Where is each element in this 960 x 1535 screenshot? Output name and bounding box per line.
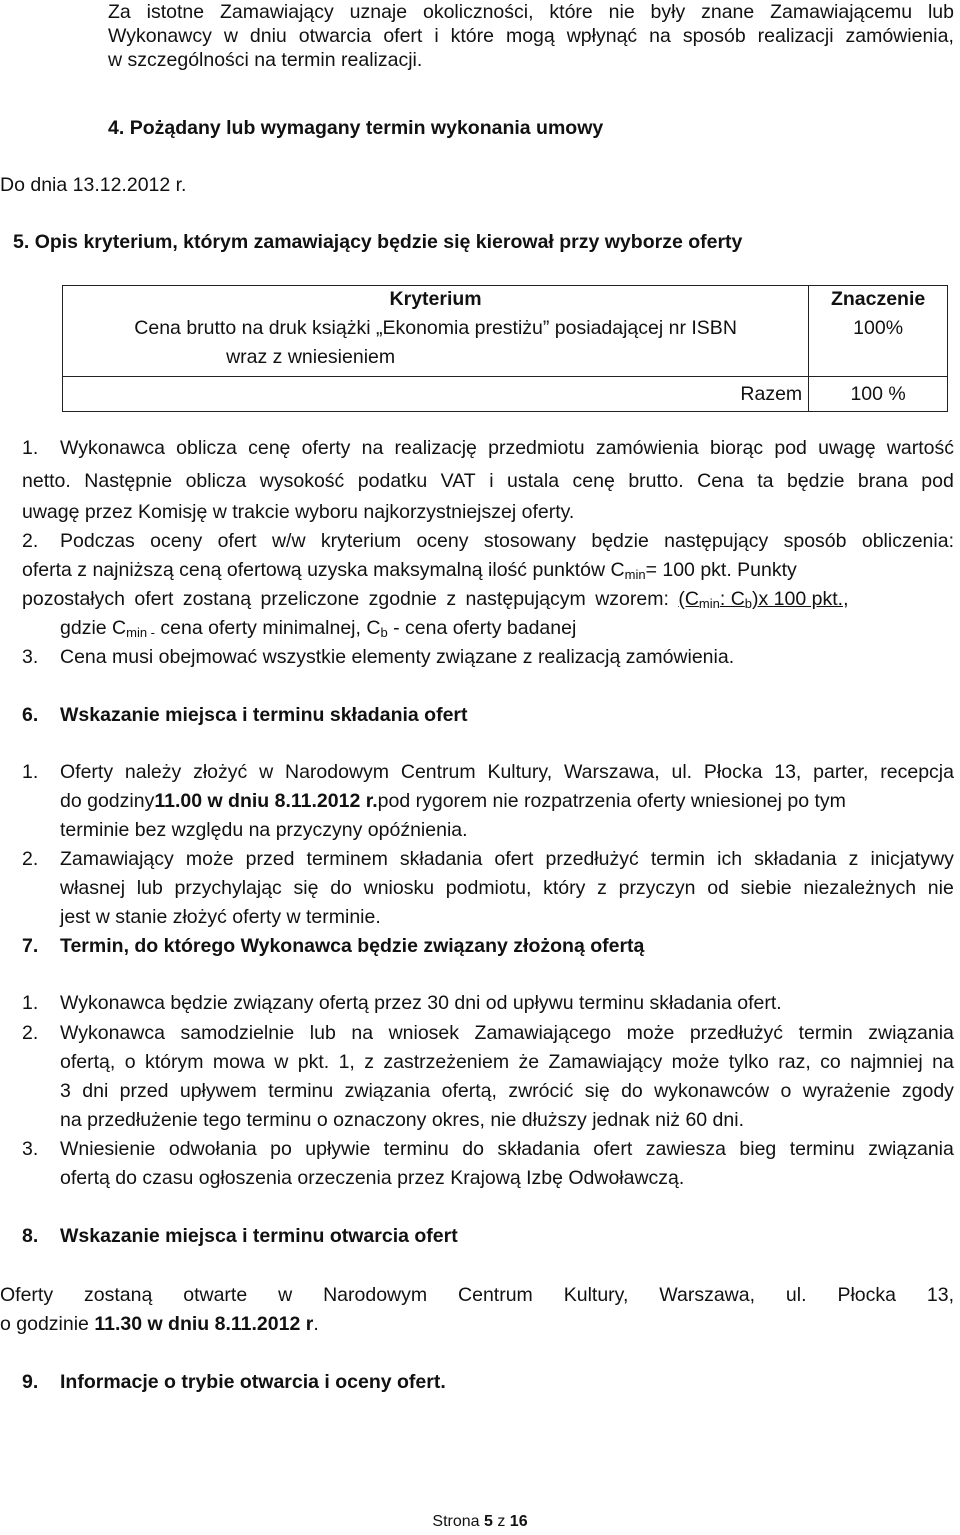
section-6-number: 6. [22, 704, 39, 726]
word: podmiotu, [445, 877, 532, 899]
word: Zamawiającego [474, 1022, 612, 1044]
word: nie [608, 1, 635, 23]
word: w [278, 1284, 293, 1306]
s5-p2-line-4 [60, 616, 576, 645]
word: realizacji [757, 25, 834, 47]
word: Następnie [84, 470, 173, 492]
word: otwarcia [298, 25, 372, 47]
s6-p1-line-2 [60, 789, 954, 813]
word: upływie [305, 1138, 371, 1160]
word: zwrócić [508, 1080, 574, 1102]
word: po [270, 1138, 292, 1160]
word: Płocka [703, 761, 763, 783]
word: przed [245, 848, 295, 870]
word: Zamawiający [60, 848, 174, 870]
word: mogą [505, 25, 555, 47]
word: i [434, 25, 439, 47]
text-span: cena oferty minimalnej, C [155, 617, 381, 639]
s7-p1-text: Wykonawca będzie związany ofertą przez 30 dni od upływu terminu składania ofert. [60, 992, 782, 1014]
word: Narodowym [323, 1284, 428, 1306]
word: netto. [22, 470, 71, 492]
word: Wykonawcy [108, 25, 212, 47]
section-8-number: 8. [22, 1225, 39, 1247]
s7-p3-line-1 [60, 1137, 954, 1161]
word: ofert [593, 1138, 633, 1160]
word: oceny [150, 530, 203, 552]
word: oceny [416, 530, 469, 552]
word: przyczyn [618, 877, 696, 899]
text-span: gdzie C [60, 617, 127, 639]
word: oferty [301, 437, 351, 459]
word: Wniesienie [60, 1138, 156, 1160]
word: terminem [306, 848, 388, 870]
intro-line-3: w szczególności na termin realizacji. [108, 49, 423, 71]
s5-p1-line-2 [22, 469, 954, 493]
text-span: pod rygorem nie rozpatrzenia oferty wniesionej po tym [377, 790, 846, 812]
word: wartość [886, 437, 954, 459]
s5-p2-line-2 [22, 558, 954, 587]
s7-p2-line-4: na przedłużenie tego terminu o oznaczony okres, nie dłuższy jednak niż 60 dni. [60, 1109, 744, 1131]
word: Zamawiający [219, 1, 334, 23]
word: że [518, 1051, 540, 1073]
text-span: , [843, 588, 849, 610]
word: się [584, 1080, 610, 1102]
word: ofert [494, 848, 534, 870]
text-span: do godziny [60, 790, 155, 812]
word: sposób [682, 25, 746, 47]
s5-p1-line-3: uwagę przez Komisję w trakcie wyboru najkorzystniejszej oferty. [22, 501, 575, 523]
word: które [450, 25, 494, 47]
word: raz, [778, 1051, 811, 1073]
word: wpłynąć [566, 25, 638, 47]
s6-p2-line-1 [60, 847, 954, 871]
section-8-title: Wskazanie miejsca i terminu otwarcia ofert [60, 1225, 458, 1247]
word: inicjatywy [870, 848, 954, 870]
word: wyrażenie [802, 1080, 891, 1102]
subscript-min: min [624, 567, 646, 582]
section-9-number: 9. [22, 1371, 39, 1393]
word: Zamawiającemu [770, 1, 913, 23]
section-5-heading [13, 230, 742, 254]
word: na [932, 1051, 954, 1073]
word: terminu [383, 1138, 449, 1160]
word: Centrum [458, 1284, 533, 1306]
word: z [597, 877, 607, 899]
s7-p3-line-2: ofertą do czasu ogłoszenia orzeczenia przez Krajową Izbę Odwoławczą. [60, 1167, 685, 1189]
word: cenę [248, 437, 291, 459]
word: ul. [671, 761, 693, 783]
word: obliczenia: [861, 530, 954, 552]
word: zgody [901, 1080, 954, 1102]
opening-time-bold: 11.30 w dniu 8.11.2012 r [94, 1313, 314, 1335]
word: związania [868, 1138, 954, 1160]
word: Warszawa, [563, 761, 660, 783]
word: 13, [926, 1284, 954, 1306]
word: istotne [146, 1, 205, 23]
word: nie [927, 877, 954, 899]
word: odwołania [168, 1138, 257, 1160]
word: ustala [507, 470, 560, 492]
section-4-number: 4. [108, 117, 125, 139]
item-number: 3. [22, 646, 39, 668]
word: pod [774, 437, 807, 459]
section-7-title: Termin, do którego Wykonawca będzie związany złożoną ofertą [60, 935, 645, 957]
criteria-table [62, 285, 948, 412]
s8-line-2 [0, 1312, 319, 1336]
word: samodzielnie [180, 1022, 295, 1044]
word: składania [754, 848, 837, 870]
footer-prefix: Strona [432, 1513, 484, 1530]
subscript-b: b [380, 625, 388, 640]
word: z [364, 1051, 374, 1073]
word: okoliczności, [422, 1, 534, 23]
word: parter, [813, 761, 869, 783]
word: przed [119, 1080, 169, 1102]
intro-paragraph [108, 0, 954, 72]
word: ta [757, 470, 774, 492]
s6-p2-line-2 [60, 876, 954, 900]
word: termin [650, 848, 706, 870]
word: otwarte [183, 1284, 248, 1306]
item-number: 2. [22, 1022, 39, 1044]
word: zamówienia [595, 437, 699, 459]
text-span: o godzinie [0, 1313, 95, 1335]
word: Warszawa, [659, 1284, 756, 1306]
word: i [489, 470, 494, 492]
formula-part: (C [678, 588, 699, 610]
word: 1, [338, 1051, 355, 1073]
s8-line-1 [0, 1283, 954, 1307]
word: do [462, 1138, 484, 1160]
formula [678, 588, 843, 610]
word: na [361, 437, 384, 459]
word: zawiesza [645, 1138, 726, 1160]
word: wniosku [363, 877, 435, 899]
word: w/w [271, 530, 306, 552]
word: Oferty [60, 761, 114, 783]
word: podatku [357, 470, 428, 492]
word: dniu [249, 25, 287, 47]
word: lub [136, 877, 163, 899]
criteria-row [63, 314, 948, 377]
word: przedmiotu [488, 437, 585, 459]
word: znane [701, 1, 755, 23]
word: Zamawiający [548, 1051, 663, 1073]
section-5-title: Opis kryterium, którym zamawiający będzie się kierował przy wyborze oferty [34, 231, 743, 253]
word: przedłużyć [545, 848, 639, 870]
word: Podczas [60, 530, 135, 552]
formula-part: : C [719, 588, 745, 610]
word: 13, [774, 761, 802, 783]
word: związania [868, 1022, 954, 1044]
subscript-min: min [698, 596, 720, 611]
s7-p2-line-2 [60, 1050, 954, 1074]
section-4-text: Do dnia 13.12.2012 r. [0, 174, 187, 196]
word: w [274, 1051, 289, 1073]
item-number: 1. [22, 761, 39, 783]
s6-p1-line-3: terminie bez względu na przyczyny opóźnienia. [60, 819, 468, 841]
word: brutto. [628, 470, 684, 492]
word: które [549, 1, 593, 23]
word: terminu [268, 1080, 334, 1102]
item-number: 1. [22, 437, 39, 459]
word: może [671, 1051, 720, 1073]
section-4-heading [108, 116, 603, 140]
word: z [848, 848, 859, 870]
s5-p1-line-1 [60, 436, 954, 460]
word: o [124, 1051, 136, 1073]
s5-p2-line-1 [60, 529, 954, 553]
word: kryterium [320, 530, 402, 552]
total-value: 100 % [809, 377, 948, 412]
s7-p2-line-3 [60, 1079, 954, 1103]
word: należy [124, 761, 182, 783]
word: następujący [664, 530, 769, 552]
deadline-bold: 11.00 w dniu 8.11.2012 r. [154, 790, 378, 812]
word: może [185, 848, 234, 870]
criteria-text-line-2: wraz z wniesieniem [226, 346, 396, 368]
word: Wykonawca [60, 1022, 165, 1044]
word: zostaną [84, 1284, 153, 1306]
word: przedłużyć [689, 1022, 784, 1044]
word: związania [344, 1080, 431, 1102]
word: termin [798, 1022, 853, 1044]
word: ofertą, [60, 1051, 116, 1073]
word: Kultury, [563, 1284, 629, 1306]
subscript-min: min - [126, 625, 156, 640]
word: Narodowym [285, 761, 390, 783]
word: będzie [786, 470, 845, 492]
word: Za [108, 1, 131, 23]
subscript-b: b [744, 596, 753, 611]
word: mowa [212, 1051, 265, 1073]
word: który [543, 877, 586, 899]
word: bieg [739, 1138, 777, 1160]
intro-line-2 [108, 24, 954, 48]
s7-p2-line-1 [60, 1021, 954, 1045]
total-row [63, 377, 948, 412]
word: wniosek [388, 1022, 460, 1044]
word: brana [857, 470, 908, 492]
text-span: oferta z najniższą ceną ofertową uzyska maksymalną ilość punktów C [22, 559, 625, 581]
word: zastrzeżeniem [383, 1051, 510, 1073]
word: najmniej [850, 1051, 923, 1073]
word: Cena [697, 470, 744, 492]
criteria-text-line-1: Cena brutto na druk książki „Ekonomia prestiżu” posiadającej nr ISBN [134, 317, 737, 339]
criteria-table-header-row [63, 286, 948, 315]
total-label: Razem [63, 377, 809, 412]
text-span: - cena oferty badanej [387, 617, 577, 639]
word: stosowany [483, 530, 576, 552]
word: Kultury, [487, 761, 553, 783]
section-4-title: Pożądany lub wymagany termin wykonania umowy [129, 117, 604, 139]
s5-p3-text: Cena musi obejmować wszystkie elementy związane z realizacją zamówienia. [60, 646, 735, 668]
word: ofert [383, 25, 423, 47]
word: dni [82, 1080, 109, 1102]
word: ul. [785, 1284, 807, 1306]
word: niezależnych [803, 877, 917, 899]
word: cenę [572, 470, 615, 492]
word: upływem [179, 1080, 257, 1102]
word: składania [399, 848, 483, 870]
word: którym [144, 1051, 204, 1073]
criteria-header: Kryterium [63, 286, 809, 315]
word: realizację [394, 437, 477, 459]
word: recepcja [880, 761, 954, 783]
weight-header: Znaczenie [809, 286, 948, 315]
word: wysokość [259, 470, 345, 492]
page-total: 16 [509, 1513, 528, 1530]
page-footer [0, 1513, 960, 1531]
word: tylko [728, 1051, 769, 1073]
word: o [780, 1080, 792, 1102]
word: siebie [740, 877, 792, 899]
word: będzie [591, 530, 649, 552]
word: Płocka [837, 1284, 896, 1306]
word: od [707, 877, 729, 899]
word: 3 [60, 1080, 71, 1102]
word: ofert [217, 530, 257, 552]
item-number: 1. [22, 992, 39, 1014]
word: ich [717, 848, 743, 870]
text-span: = 100 pkt. Punkty [645, 559, 797, 581]
word: pod [921, 470, 954, 492]
intro-line-1 [108, 0, 954, 24]
weight-cell: 100% [809, 314, 948, 377]
word: pkt. [297, 1051, 330, 1073]
s5-p2-line-3 [22, 587, 954, 616]
word: składania [497, 1138, 580, 1160]
word: co [820, 1051, 841, 1073]
word: lub [927, 1, 954, 23]
word: biorąc [710, 437, 764, 459]
word: były [650, 1, 686, 23]
item-number: 2. [22, 848, 39, 870]
word: własnej [60, 877, 126, 899]
word: się [293, 877, 319, 899]
s6-p2-line-3: jest w stanie złożyć oferty w terminie. [60, 906, 381, 928]
word: na [351, 1022, 374, 1044]
word: VAT [440, 470, 476, 492]
word: złożyć [193, 761, 248, 783]
section-9-title: Informacje o trybie otwarcia i oceny ofert. [60, 1371, 446, 1393]
section-7-number: 7. [22, 935, 39, 957]
item-number: 2. [22, 530, 39, 552]
s6-p1-line-1 [60, 760, 954, 784]
footer-mid: z [492, 1513, 510, 1530]
word: terminu [789, 1138, 855, 1160]
word: ofertą, [441, 1080, 497, 1102]
criteria-cell [63, 314, 809, 377]
word: Centrum [400, 761, 476, 783]
word: zamówienia, [845, 25, 954, 47]
text-span: pozostałych ofert zostaną przeliczone zgodnie z następującym wzorem: [22, 588, 679, 610]
text-span: . [313, 1313, 319, 1335]
word: sposób [783, 530, 847, 552]
word: do [621, 1080, 643, 1102]
word: uznaje [349, 1, 408, 23]
word: oblicza [176, 437, 237, 459]
word: może [626, 1022, 675, 1044]
section-6-title: Wskazanie miejsca i terminu składania ofert [60, 704, 468, 726]
word: lub [309, 1022, 336, 1044]
item-number: 3. [22, 1138, 39, 1160]
page-number: 5 [484, 1513, 493, 1530]
word: w [223, 25, 238, 47]
word: wykonawców [654, 1080, 770, 1102]
word: przychylając [174, 877, 282, 899]
word: na [649, 25, 671, 47]
word: do [330, 877, 352, 899]
word: w [259, 761, 274, 783]
section-5-number: 5. [13, 231, 30, 253]
word: uwagę [818, 437, 876, 459]
word: oblicza [185, 470, 247, 492]
word: Wykonawca [60, 437, 165, 459]
formula-part: )x 100 pkt. [752, 588, 844, 610]
word: Oferty [0, 1284, 54, 1306]
